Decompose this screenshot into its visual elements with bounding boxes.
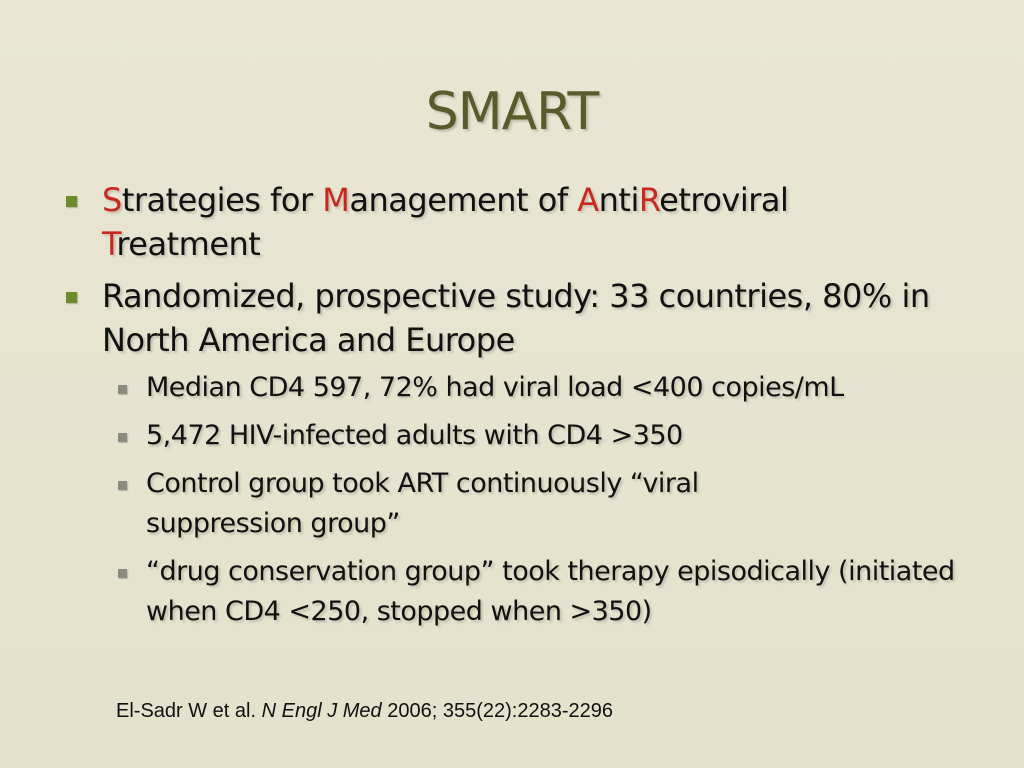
sub-bullet-text: Median CD4 597, 72% had viral load <400 copies/mL [146, 372, 844, 403]
slide-body [60, 178, 980, 640]
sub-bullet-item [116, 464, 806, 544]
acronym-expansion [102, 181, 788, 263]
square-bullet-icon [66, 196, 77, 207]
bullet-study-design [60, 274, 980, 362]
bullet-smart-acronym [60, 178, 980, 266]
sub-bullet-item [116, 368, 980, 408]
acronym-letter-r: R [638, 181, 660, 219]
square-bullet-icon [118, 569, 127, 578]
acronym-letter-t: T [102, 225, 117, 263]
sub-bullet-item [116, 552, 966, 632]
sub-bullet-list [116, 368, 980, 632]
acronym-letter-m: M [322, 181, 350, 219]
citation [116, 700, 613, 723]
sub-bullet-text: “drug conservation group” took therapy episodically (initiated when CD4 <250, stopped when >350) [146, 556, 955, 627]
acronym-text: nti [598, 181, 639, 219]
sub-bullet-text: 5,472 HIV-infected adults with CD4 >350 [146, 420, 683, 451]
acronym-text: trategies for [121, 181, 323, 219]
acronym-text: reatment [116, 225, 261, 263]
square-bullet-icon [66, 292, 77, 303]
citation-details: 2006; 355(22):2283-2296 [387, 700, 613, 722]
acronym-letter-a: A [577, 181, 599, 219]
acronym-text: etroviral [659, 181, 789, 219]
citation-authors: El-Sadr W et al. [116, 700, 257, 722]
bullet-text: Randomized, prospective study: 33 countries, 80% in North America and Europe [102, 277, 930, 359]
slide-title: SMART [425, 82, 599, 142]
square-bullet-icon [118, 433, 127, 442]
citation-journal: N Engl J Med [261, 700, 382, 722]
acronym-letter-s: S [102, 181, 122, 219]
sub-bullet-item [116, 416, 980, 456]
sub-bullet-text: Control group took ART continuously “viral suppression group” [146, 468, 699, 539]
square-bullet-icon [118, 385, 127, 394]
square-bullet-icon [118, 481, 127, 490]
acronym-text: anagement of [349, 181, 578, 219]
